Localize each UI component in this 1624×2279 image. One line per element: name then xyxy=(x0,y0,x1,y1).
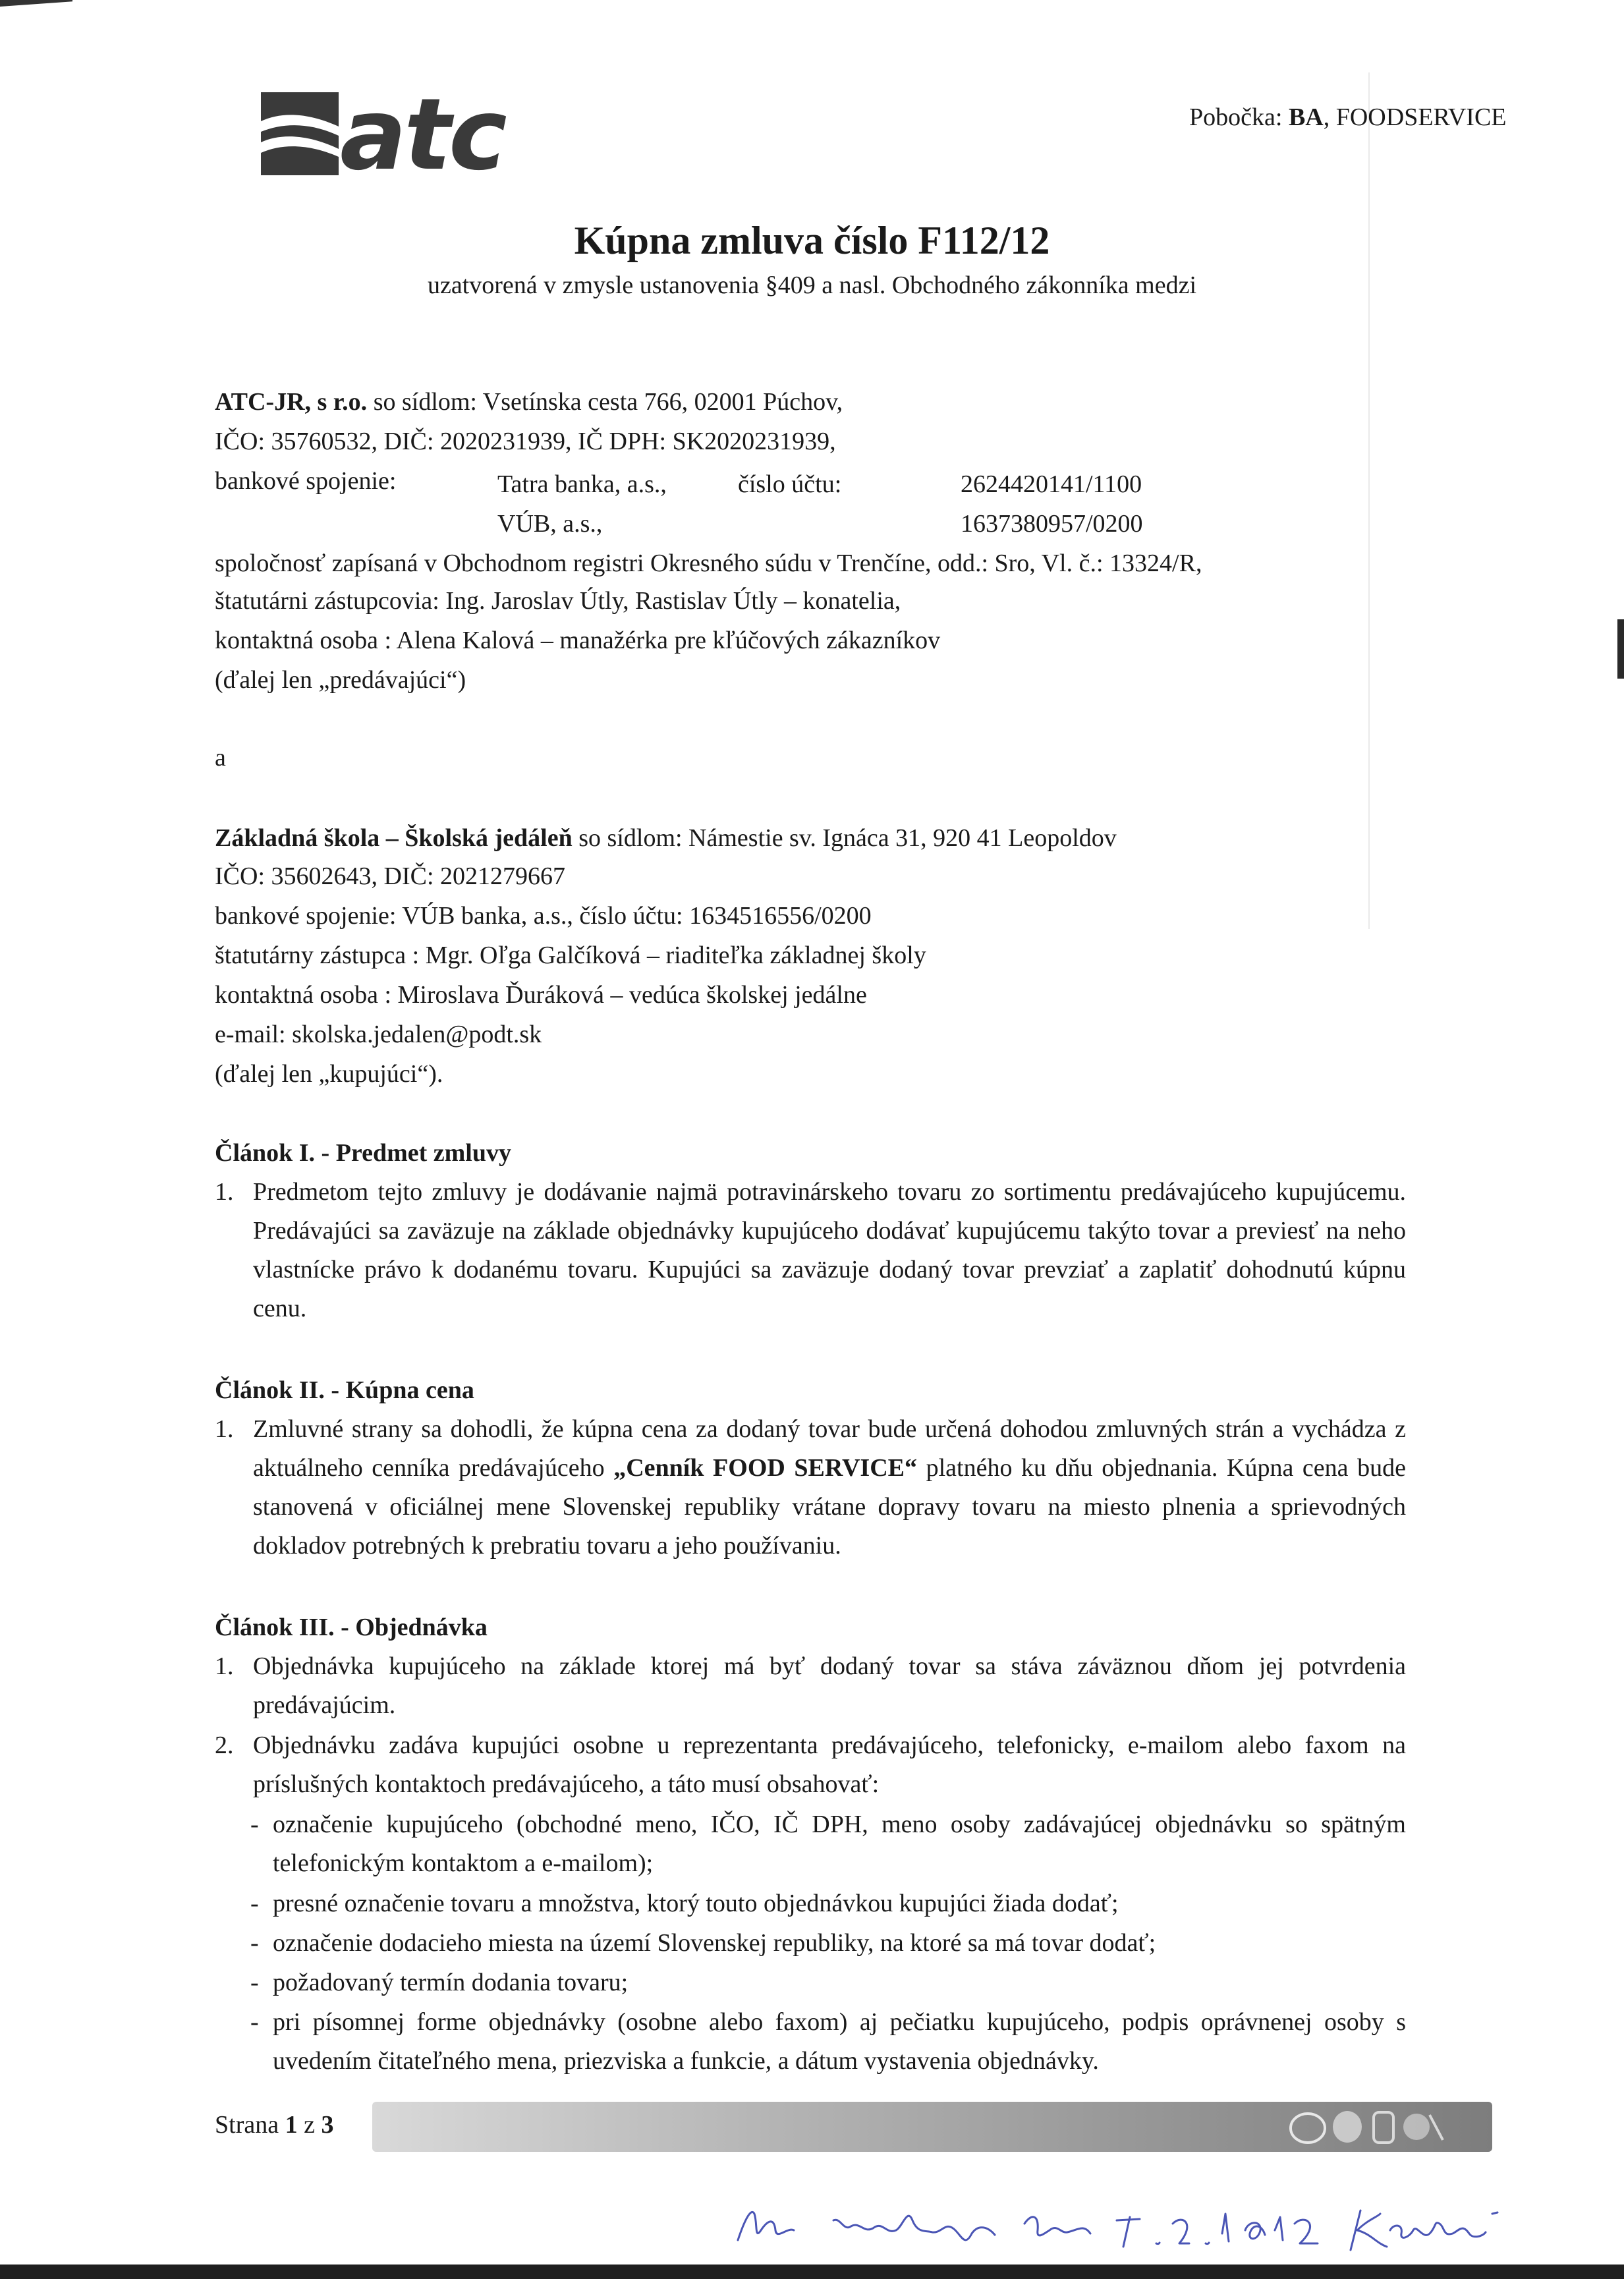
seller-account-2: 1637380957/0200 xyxy=(961,510,1143,538)
paragraph-text: Predmetom tejto zmluvy je dodávanie najmä potravinárskeho tovaru zo sortimentu predávajúceho kupujúcemu. Predávajúci sa zaväzuje na základe objednávky kupujúceho dodávať kupujúcemu takýto tovar a previesť na neho vlastnícke právo k dodanému tovaru. Kupujúci sa zaväzuje dodaný tovar prevziať a zaplatiť dohodnutú kúpnu cenu. xyxy=(253,1178,1406,1322)
order-requirement-item: - požadovaný termín dodania tovaru; xyxy=(250,1969,629,1996)
contract-title: Kúpna zmluva číslo F112/12 xyxy=(574,219,1050,262)
scan-edge-mark xyxy=(1617,619,1624,679)
logo-wordmark: atc xyxy=(340,78,505,192)
seller-statutory: štatutárni zástupcovia: Ing. Jaroslav Útly, Rastislav Útly – konatelia, xyxy=(215,587,901,615)
buyer-name-line: Základná škola – Školská jedáleň so sídlom: Námestie sv. Ignáca 31, 920 41 Leopoldov xyxy=(215,824,1117,852)
contract-subtitle: uzatvorená v zmysle ustanovenia §409 a nasl. Obchodného zákonníka medzi xyxy=(427,271,1197,299)
paragraph-number: 1. xyxy=(215,1415,234,1443)
buyer-contact: kontaktná osoba : Miroslava Ďuráková – vedúca školskej jedálne xyxy=(215,981,867,1009)
seller-name-line: ATC-JR, s r.o. so sídlom: Vsetínska cesta 766, 02001 Púchov, xyxy=(215,388,843,416)
buyer-bank: bankové spojenie: VÚB banka, a.s., číslo účtu: 1634516556/0200 xyxy=(215,902,872,930)
seller-ids: IČO: 35760532, DIČ: 2020231939, IČ DPH: SK2020231939, xyxy=(215,428,836,455)
buyer-ids: IČO: 35602643, DIČ: 2021279667 xyxy=(215,862,565,890)
article-1-paragraph-1 xyxy=(215,1173,1406,1328)
order-requirement-item: - presné označenie tovaru a množstva, ktorý touto objednávkou kupujúci žiada dodať; xyxy=(250,1890,1119,1917)
parties-conjunction: a xyxy=(215,744,226,772)
seller-account-label: číslo účtu: xyxy=(738,470,842,498)
order-requirement-item: - označenie dodacieho miesta na území Slovenskej republiky, na ktoré sa má tovar dodať; xyxy=(250,1929,1156,1957)
page-number: Strana 1 z 3 xyxy=(215,2111,334,2139)
buyer-alias: (ďalej len „kupujúci“). xyxy=(215,1060,443,1088)
order-requirement-item: - pri písomnej forme objednávky (osobne alebo faxom) aj pečiatku kupujúceho, podpis oprávnenej osoby s uvedením čitateľného mena, priezviska a funkcie, a dátum vystavenia objednávky. xyxy=(250,2008,1406,2075)
scan-fold-line xyxy=(1368,72,1370,929)
scan-bottom-edge xyxy=(0,2265,1624,2279)
article-3-paragraph-2 xyxy=(215,1726,1406,1804)
seller-bank-label: bankové spojenie: xyxy=(215,467,397,495)
paragraph-text: Objednávku zadáva kupujúci osobne u reprezentanta predávajúceho, telefonicky, e-mailom alebo faxom na príslušných kontaktoch predávajúceho, a táto musí obsahovať: xyxy=(253,1731,1406,1798)
footer-decorative-band xyxy=(372,2102,1492,2152)
company-logo xyxy=(261,78,538,192)
food-illustration-icon xyxy=(1281,2107,1446,2147)
seller-bank-1: Tatra banka, a.s., xyxy=(497,470,667,498)
article-3-heading: Článok III. - Objednávka xyxy=(215,1614,488,1641)
article-2-heading: Článok II. - Kúpna cena xyxy=(215,1376,474,1404)
seller-account-1: 2624420141/1100 xyxy=(961,470,1142,498)
paragraph-number: 2. xyxy=(215,1731,234,1759)
article-2-paragraph-1 xyxy=(215,1410,1406,1565)
buyer-statutory: štatutárny zástupca : Mgr. Oľga Galčíková – riaditeľka základnej školy xyxy=(215,942,926,969)
paragraph-text: Objednávka kupujúceho na základe ktorej má byť dodaný tovar sa stáva záväznou dňom jej potvrdenia predávajúcim. xyxy=(253,1652,1406,1719)
scan-corner-mark xyxy=(0,0,72,7)
buyer-email: e-mail: skolska.jedalen@podt.sk xyxy=(215,1021,542,1048)
paragraph-number: 1. xyxy=(215,1178,234,1206)
paragraph-text: Zmluvné strany sa dohodli, že kúpna cena za dodaný tovar bude určená dohodou zmluvných strán a vychádza z aktuálneho cenníka predávajúceho „Cenník FOOD SERVICE“ platného ku dňu objednania. Kúpna cena bude stanovená v oficiálnej mene Slovenskej republiky vrátane dopravy tovaru na miesto plnenia a sprievodných dokladov potrebných k prebratiu tovaru a jeho používaniu. xyxy=(253,1415,1406,1560)
seller-alias: (ďalej len „predávajúci“) xyxy=(215,666,466,694)
seller-contact: kontaktná osoba : Alena Kalová – manažérka pre kľúčových zákazníkov xyxy=(215,627,941,654)
article-1-heading: Článok I. - Predmet zmluvy xyxy=(215,1139,511,1167)
seller-bank-2: VÚB, a.s., xyxy=(497,510,603,538)
handwritten-note-signature xyxy=(735,2194,1499,2260)
order-requirement-item: - označenie kupujúceho (obchodné meno, IČO, IČ DPH, meno osoby zadávajúcej objednávku so spätným telefonickým kontaktom a e-mailom); xyxy=(250,1811,1406,1877)
article-3-paragraph-1 xyxy=(215,1647,1406,1725)
logo-mark-icon xyxy=(261,92,339,175)
seller-registry: spoločnosť zapísaná v Obchodnom registri Okresného súdu v Trenčíne, odd.: Sro, Vl. č.: 13324/R, xyxy=(215,549,1202,577)
branch-label: Pobočka: BA, FOODSERVICE xyxy=(1189,103,1507,131)
paragraph-number: 1. xyxy=(215,1652,234,1680)
